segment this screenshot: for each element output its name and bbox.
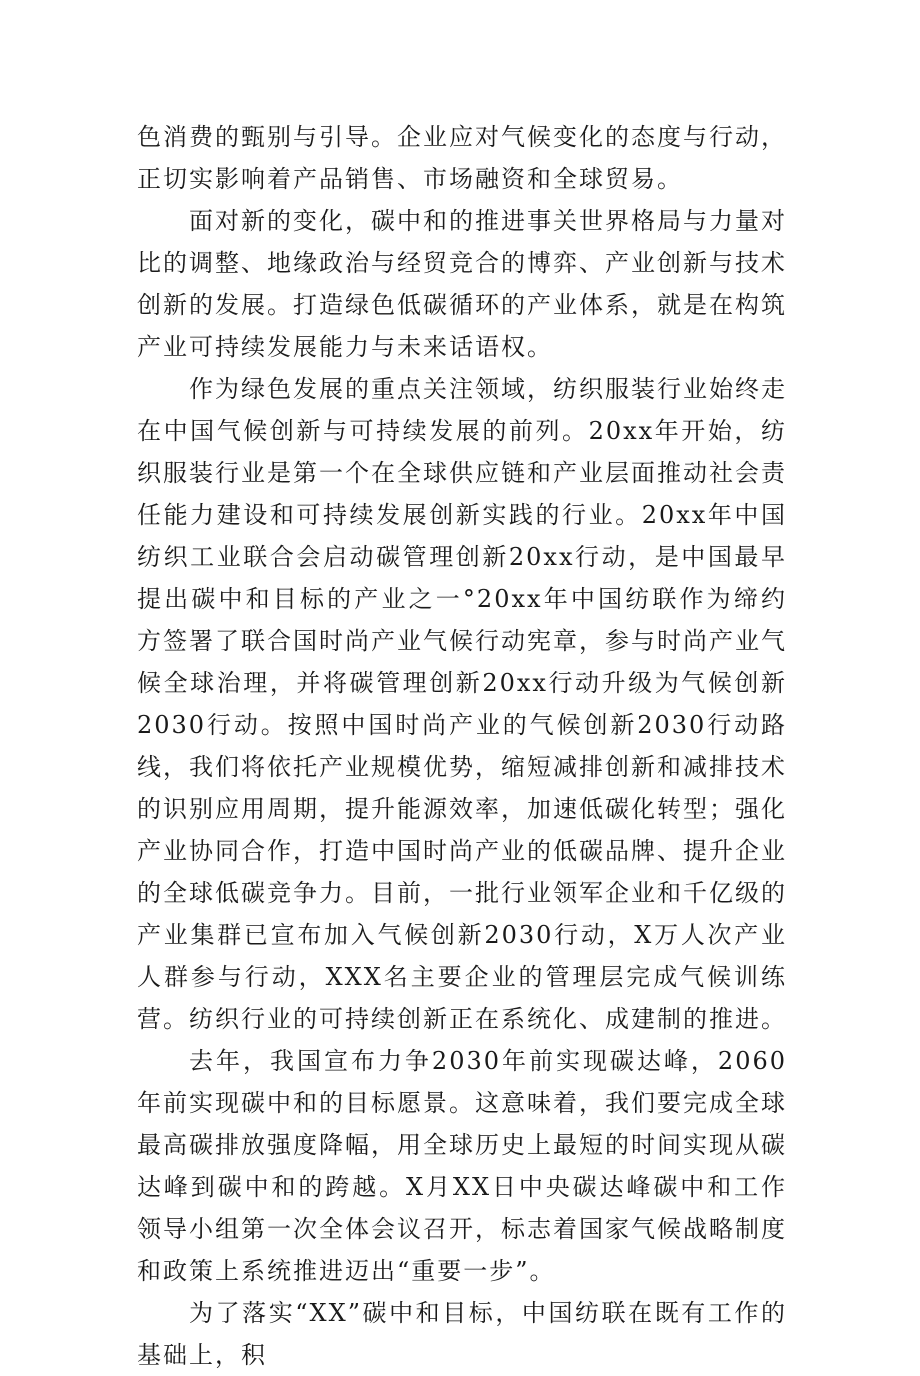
paragraph-1: 色消费的甄别与引导。企业应对气候变化的态度与行动，正切实影响着产品销售、市场融资和全球贸易。: [137, 123, 787, 193]
paragraph-3: 作为绿色发展的重点关注领域，纺织服装行业始终走在中国气候创新与可持续发展的前列。20xx年开始，纺织服装行业是第一个在全球供应链和产业层面推动社会责任能力建设和可持续发展创新实践的行业。20xx年中国纺织工业联合会启动碳管理创新20xx行动，是中国最早提出碳中和目标的产业之一°20xx年中国纺联作为缔约方签署了联合国时尚产业气候行动宪章，参与时尚产业气候全球治理，并将碳管理创新20xx行动升级为气候创新2030行动。按照中国时尚产业的气候创新2030行动路线，我们将依托产业规模优势，缩短减排创新和减排技术的识别应用周期，提升能源效率，加速低碳化转型；强化产业协同合作，打造中国时尚产业的低碳品牌、提升企业的全球低碳竞争力。目前，一批行业领军企业和千亿级的产业集群已宣布加入气候创新2030行动，X万人次产业人群参与行动，XXX名主要企业的管理层完成气候训练营。纺织行业的可持续创新正在系统化、成建制的推进。: [137, 375, 787, 1033]
paragraph-5: 为了落实“XX”碳中和目标，中国纺联在既有工作的基础上，积: [137, 1299, 787, 1369]
paragraph-4: 去年，我国宣布力争2030年前实现碳达峰，2060年前实现碳中和的目标愿景。这意味着，我们要完成全球最高碳排放强度降幅，用全球历史上最短的时间实现从碳达峰到碳中和的跨越。X月XX日中央碳达峰碳中和工作领导小组第一次全体会议召开，标志着国家气候战略制度和政策上系统推进迈出“重要一步”。: [137, 1047, 787, 1285]
document-body: [137, 116, 787, 1376]
paragraph-2: 面对新的变化，碳中和的推进事关世界格局与力量对比的调整、地缘政治与经贸竞合的博弈、产业创新与技术创新的发展。打造绿色低碳循环的产业体系，就是在构筑产业可持续发展能力与未来话语权。: [137, 207, 787, 361]
